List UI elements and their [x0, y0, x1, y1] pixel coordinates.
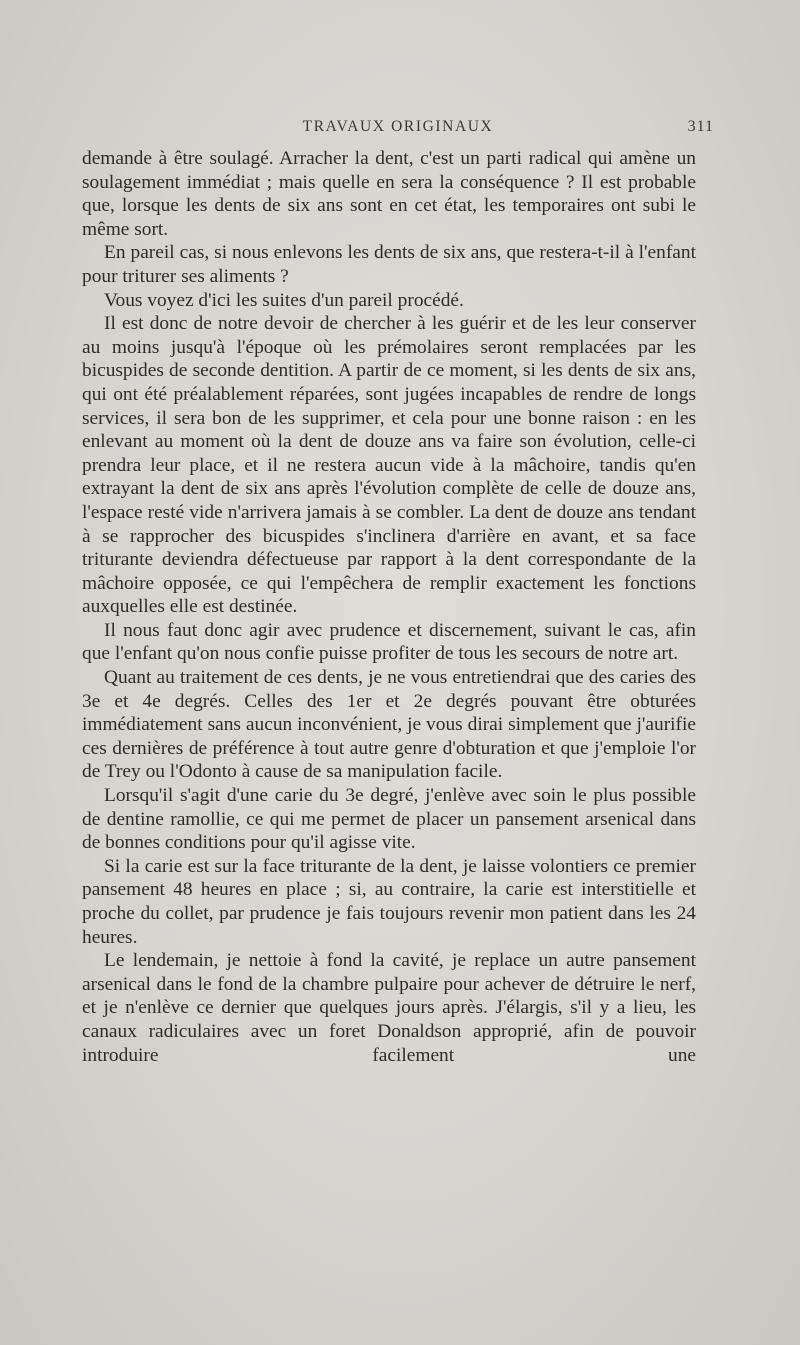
paragraph: En pareil cas, si nous enlevons les dents de six ans, que restera-t-il à l'enfant pour triturer ses aliments ?	[82, 242, 696, 287]
running-title: TRAVAUX ORIGINAUX	[302, 118, 494, 135]
body-text	[82, 147, 696, 1067]
page-header	[82, 118, 714, 140]
paragraph: Il est donc de notre devoir de chercher à les guérir et de les leur conserver au moins jusqu'à l'époque où les prémolaires seront remplacées par les bicuspides de seconde dentition. A partir de ce moment, si les dents de six ans, qui ont été préalablement réparées, sont jugées incapables de rendre de longs services, il sera bon de les supprimer, et cela pour une bonne raison : en les enlevant au moment où la dent de douze ans va faire son évolution, celle-ci prendra leur place, et il ne restera aucun vide à la mâchoire, tandis qu'en extrayant la dent de six ans après l'évolution complète de celle de douze ans, l'espace resté vide n'arrivera jamais à se combler. La dent de douze ans tendant à se rapprocher des bicuspides s'inclinera d'arrière en avant, et sa face triturante deviendra défectueuse par rapport à la dent correspondante de la mâchoire opposée, ce qui l'empêchera de remplir exactement les fonctions auxquelles elle est destinée.	[82, 313, 696, 618]
paragraph: Il nous faut donc agir avec prudence et discernement, suivant le cas, afin que l'enfant qu'on nous confie puisse profiter de tous les secours de notre art.	[82, 619, 696, 665]
paragraph: Lorsqu'il s'agit d'une carie du 3e degré, j'enlève avec soin le plus possible de dentine ramollie, ce qui me permet de placer un pansement arsenical dans de bonnes conditions pour qu'il agisse vite.	[82, 785, 696, 854]
paragraph: demande à être soulagé. Arracher la dent, c'est un parti radical qui amène un soulagement immédiat ; mais quelle en sera la conséquence ? Il est probable que, lorsque les dents de six ans sont en cet état, les temporaires ont subi le même sort.	[82, 148, 696, 240]
paragraph: Si la carie est sur la face triturante de la dent, je laisse volontiers ce premier pansement 48 heures en place ; si, au contraire, la carie est interstitielle et proche du collet, par prudence je fais toujours revenir mon patient dans les 24 heures.	[82, 855, 696, 948]
page-number: 311	[687, 118, 714, 135]
paragraph: Le lendemain, je nettoie à fond la cavité, je replace un autre pansement arsenical dans le fond de la chambre pulpaire pour achever de détruire le nerf, et je n'enlève ce dernier que quelques jours après. J'élargis, s'il y a lieu, les canaux radiculaires avec un foret Donaldson approprié, afin de pouvoir introduire facilement une	[82, 950, 696, 1066]
paragraph: Vous voyez d'ici les suites d'un pareil procédé.	[104, 289, 464, 311]
paragraph: Quant au traitement de ces dents, je ne vous entretiendrai que des caries des 3e et 4e degrés. Celles des 1er et 2e degrés pouvant être obturées immédiatement sans aucun inconvénient, je vous dirai simplement que j'aurifie ces dernières de préférence à tout autre genre d'obturation et que j'emploie l'or de Trey ou l'Odonto à cause de sa manipulation facile.	[82, 667, 696, 783]
